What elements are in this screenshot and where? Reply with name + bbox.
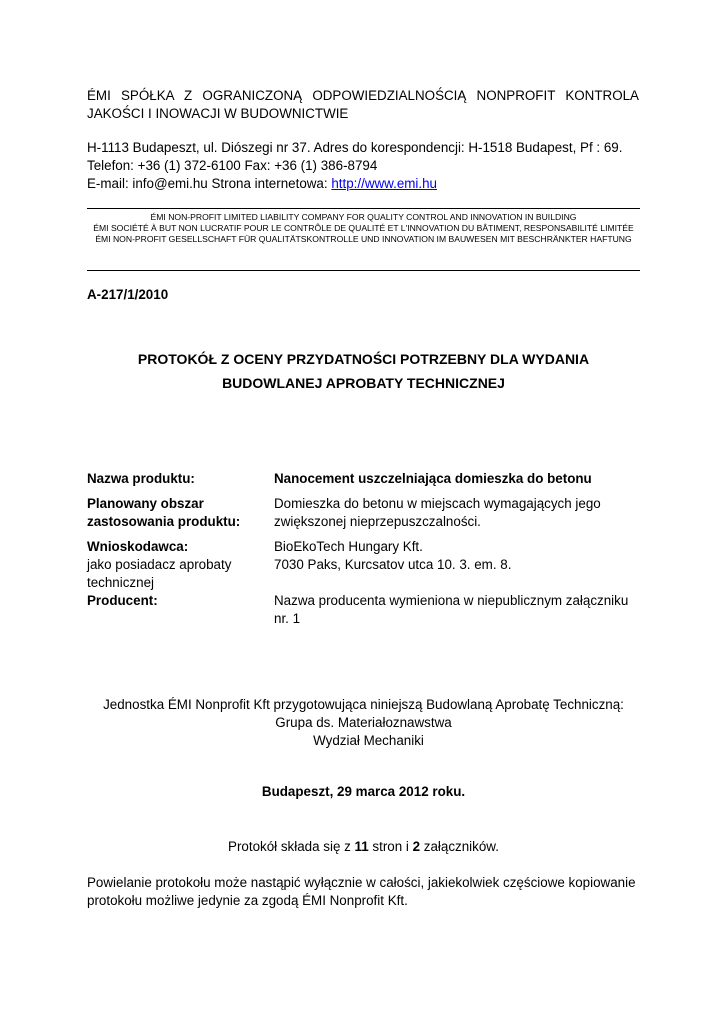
applicant-label: Wnioskodawca: (87, 539, 189, 554)
issuing-unit (87, 696, 640, 750)
field-row-applicant (87, 538, 640, 592)
pages-middle: stron i (368, 839, 413, 854)
document-reference: A-217/1/2010 (87, 287, 169, 302)
email-text: E-mail: info@emi.hu Strona internetowa: (87, 176, 332, 191)
foreign-name-fr: ÉMI SOCIÉTÉ À BUT NON LUCRATIF POUR LE CONTRÔLE DE QUALITÉ ET L'INNOVATION DU BÂTIMENT, RESPONSABILITÉ LIMITÉE (93, 223, 634, 233)
contact-block (87, 139, 647, 193)
title-line-1: PROTOKÓŁ Z OCENY PRZYDATNOŚCI POTRZEBNY DLA WYDANIA (137, 351, 590, 367)
pages-prefix: Protokół składa się z (228, 839, 355, 854)
field-row-producer (87, 592, 640, 628)
organization-name: ÉMI SPÓŁKA Z OGRANICZONĄ ODPOWIEDZIALNOŚCIĄ NONPROFIT KONTROLA JAKOŚCI I INOWACJI W BUDOWNICTWIE (87, 88, 639, 121)
website-link[interactable]: http://www.emi.hu (331, 176, 438, 191)
issue-date: Budapeszt, 29 marca 2012 roku. (261, 784, 466, 799)
field-row-scope (87, 495, 640, 531)
applicant-address: 7030 Paks, Kurcsatov utca 10. 3. em. 8. (274, 557, 512, 572)
foreign-name-de: ÉMI NON-PROFIT GESELLSCHAFT FÜR QUALITÄTSKONTROLLE UND INNOVATION IM BAUWESEN MIT BESCHRÄNKTER HAFTUNG (95, 234, 632, 244)
unit-line-3: Wydział Mechaniki (313, 733, 424, 748)
foreign-name-en: ÉMI NON-PROFIT LIMITED LIABILITY COMPANY FOR QUALITY CONTROL AND INNOVATION IN BUILDING (150, 212, 577, 222)
copy-notice: Powielanie protokołu może nastąpić wyłącznie w całości, jakiekolwiek częściowe kopiowanie protokołu możliwe jedynie za zgodą ÉMI Nonprofit Kft. (87, 875, 636, 908)
producer-label: Producent: (87, 593, 158, 608)
phone-line: Telefon: +36 (1) 372-6100 Fax: +36 (1) 386-8794 (87, 158, 378, 173)
product-fields (87, 470, 640, 635)
attachment-count: 2 (412, 839, 421, 854)
address-line: H-1113 Budapeszt, ul. Diószegi nr 37. Adres do korespondencji: H-1518 Budapest, Pf : 69. (87, 140, 623, 155)
producer-value: Nazwa producenta wymieniona w niepublicznym załączniku nr. 1 (274, 593, 629, 626)
product-value: Nanocement uszczelniająca domieszka do betonu (274, 471, 592, 486)
pages-suffix: załączników. (420, 839, 499, 854)
applicant-name: BioEkoTech Hungary Kft. (274, 539, 423, 554)
divider-bottom (87, 270, 640, 271)
page-count-statement (87, 838, 640, 856)
applicant-sublabel: jako posiadacz aprobaty technicznej (87, 557, 232, 590)
email-line (87, 175, 647, 193)
document-title (87, 347, 640, 395)
unit-line-2: Grupa ds. Materiałoznawstwa (275, 715, 452, 730)
title-line-2: BUDOWLANEJ APROBATY TECHNICZNEJ (222, 375, 505, 391)
field-row-product (87, 470, 640, 488)
scope-label: Planowany obszar zastosowania produktu: (87, 496, 241, 529)
divider-top (87, 208, 640, 209)
foreign-names-block (87, 212, 640, 245)
scope-value: Domieszka do betonu w miejscach wymagających jego zwiększonej nieprzepuszczalności. (274, 496, 601, 529)
product-label: Nazwa produktu: (87, 471, 195, 486)
page-count: 11 (354, 839, 369, 854)
unit-line-1: Jednostka ÉMI Nonprofit Kft przygotowująca niniejszą Budowlaną Aprobatę Techniczną: (103, 697, 624, 712)
